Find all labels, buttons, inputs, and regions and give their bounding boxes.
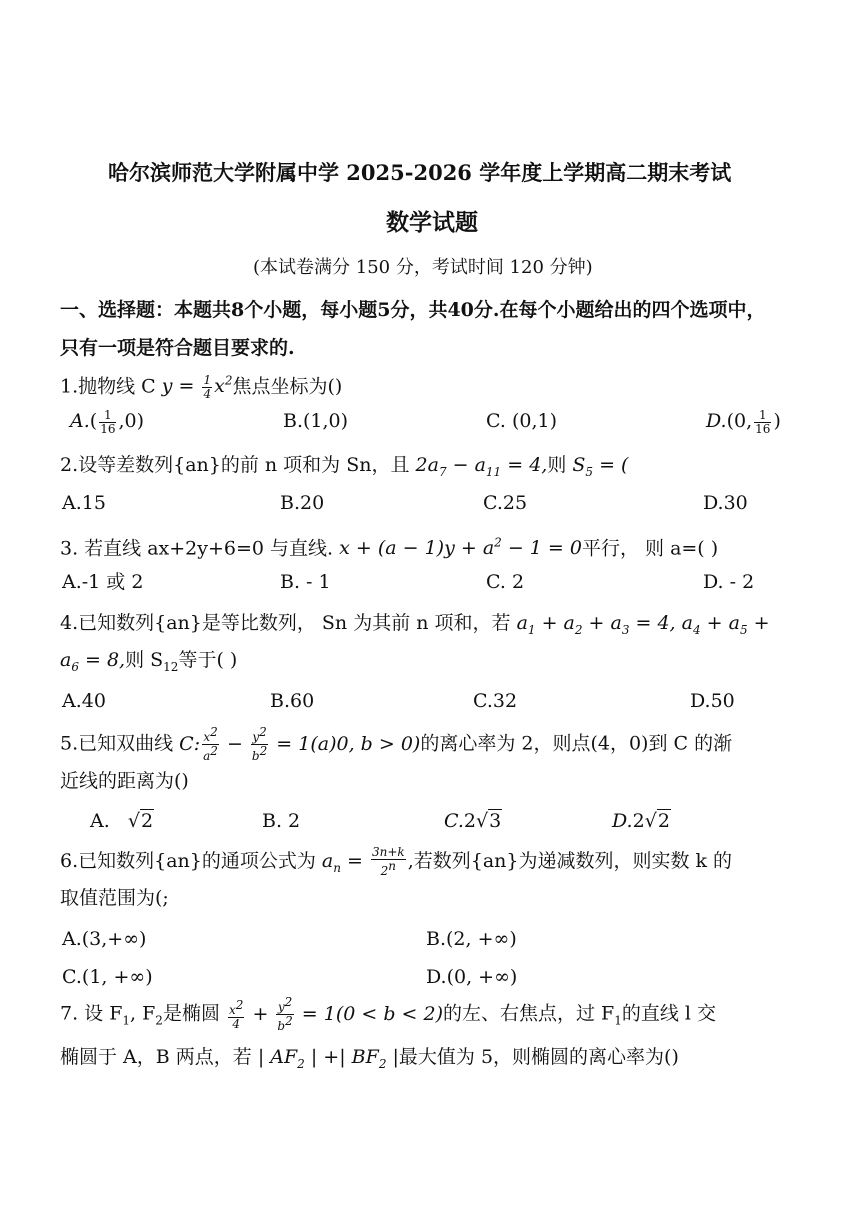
- q1-option-b: B.(1,0): [283, 410, 349, 432]
- q4-stem-end: 等于( ): [178, 649, 238, 671]
- question-6-cont: 取值范围为(;: [60, 887, 169, 909]
- q3-formula: $x + (a - 1)y + a^2 - 1 = 0$: [339, 536, 582, 560]
- q4-formula-2: $a_6 = 8$,: [60, 649, 126, 674]
- q5-option-c: C.2√3: [444, 810, 502, 832]
- question-6: [60, 846, 732, 881]
- q2-option-d: D.30: [703, 492, 748, 514]
- q2-formula: $2a_7 - a_{11} = 4$,: [415, 454, 548, 479]
- q5-stem: 5.已知双曲线: [60, 732, 180, 755]
- q3-option-c: C. 2: [486, 571, 525, 593]
- q2-formula-2: $S_5$ = (: [572, 454, 629, 479]
- q1-stem-end: 焦点坐标为(): [232, 375, 343, 398]
- q6-formula: $a_n$ = $\frac{3n+k}{2^n}$: [321, 845, 405, 878]
- q4-stem: 4.已知数列{an}是等比数列， Sn 为其前 n 项和，若: [60, 612, 517, 634]
- q1-stem: 1.抛物线 C: [60, 375, 162, 398]
- q1-option-a: A.( $\frac{1}{16}$ ,0): [70, 407, 145, 436]
- q7-stem-line2: 椭圆于 A，B 两点，若: [60, 1046, 258, 1068]
- q5-option-a: A. √2: [90, 810, 154, 832]
- q3-option-a: A.-1 或 2: [62, 571, 144, 593]
- q2-option-b: B.20: [280, 492, 325, 514]
- q7-stem-mid: 是椭圆: [162, 1002, 226, 1025]
- q3-stem-end: 平行， 则 a=( ): [581, 537, 719, 560]
- question-3: [60, 530, 718, 561]
- q2-option-c: C.25: [483, 492, 528, 514]
- section-heading-cont: 只有一项是符合题目要求的.: [60, 337, 295, 359]
- exam-title: 哈尔滨师范大学附属中学 2025-2026 学年度上学期高二期末考试: [108, 160, 732, 185]
- question-2: [60, 452, 628, 485]
- q5-option-b: B. 2: [262, 810, 301, 832]
- q4-option-c: C.32: [473, 690, 518, 712]
- q6-stem-end: ,若数列{an}为递减数列，则实数 k 的: [407, 850, 733, 872]
- q1-formula: y = $\frac{1}{4}$ $x^2$: [161, 372, 233, 401]
- q6-option-d: D.(0, +∞): [426, 966, 518, 988]
- exam-subject: 数学试题: [386, 209, 478, 236]
- q3-option-d: D. - 2: [703, 571, 755, 593]
- q7-stem: 7. 设 F: [60, 1002, 123, 1025]
- question-5-cont: 近线的距离为(): [60, 770, 189, 792]
- question-7-cont: [60, 1044, 679, 1077]
- question-7: 7. 设 $F_1$, $F_2$是椭圆 $\frac{x^2}{4}$ + $\frac{y^2}{b^2}$ = 1(0 < b < 2)的左、右焦点，过 $F_1$的直线 l 交: [60, 995, 717, 1033]
- q4-formula: $a_1 + a_2 + a_3 = 4$, $a_4 + a_5$ +: [516, 612, 770, 637]
- q6-option-c: C.(1, +∞): [62, 966, 153, 988]
- q2-stem: 2.设等差数列{an}的前 n 项和为 Sn，且: [60, 454, 416, 476]
- q3-option-b: B. - 1: [280, 571, 331, 593]
- q6-stem: 6.已知数列{an}的通项公式为: [60, 850, 322, 872]
- q5-formula: C: $\frac{x^2}{a^2}$ − $\frac{y^2}{b^2}$ = 1(a)0, b > 0): [179, 725, 421, 763]
- section-heading: 一、选择题：本题共8个小题，每小题5分，共40分.在每个小题给出的四个选项中，: [60, 299, 766, 321]
- q2-option-a: A.15: [62, 492, 106, 514]
- exam-note: (本试卷满分 150 分，考试时间 120 分钟): [253, 257, 593, 278]
- q7-stem-line2-end: 最大值为 5，则椭圆的离心率为(): [398, 1046, 679, 1068]
- q4-option-a: A.40: [62, 690, 106, 712]
- q7-stem-suffix: 的左、右焦点，过 F: [442, 1002, 615, 1025]
- q4-option-b: B.60: [270, 690, 315, 712]
- question-4: [60, 610, 770, 643]
- q5-stem-end: 的离心率为 2，则点(4，0)到 C 的渐: [420, 732, 733, 755]
- q1-option-d: D.(0, $\frac{1}{16}$ ): [706, 407, 781, 436]
- q4-option-d: D.50: [690, 690, 735, 712]
- q1-option-c: C. (0,1): [486, 410, 557, 432]
- question-4-cont: $a_6 = 8$,则 $S_{12}$等于( ): [60, 649, 238, 674]
- q5-option-d: D.2√2: [612, 810, 670, 832]
- q6-option-a: A.(3,+∞): [62, 928, 147, 950]
- q7-formula-2: | $AF_2$ | +| $BF_2$ |: [257, 1046, 399, 1071]
- question-5: [60, 726, 732, 763]
- q3-stem: 3. 若直线 ax+2y+6=0 与直线.: [60, 537, 340, 560]
- q7-stem-end: 的直线 l 交: [621, 1002, 717, 1025]
- question-1: [60, 368, 342, 401]
- q6-option-b: B.(2, +∞): [426, 928, 517, 950]
- q2-stem-mid: 则: [547, 454, 573, 476]
- q7-formula: $\frac{x^2}{4}$ + $\frac{y^2}{b^2}$ = 1(0 < b < 2): [228, 995, 443, 1033]
